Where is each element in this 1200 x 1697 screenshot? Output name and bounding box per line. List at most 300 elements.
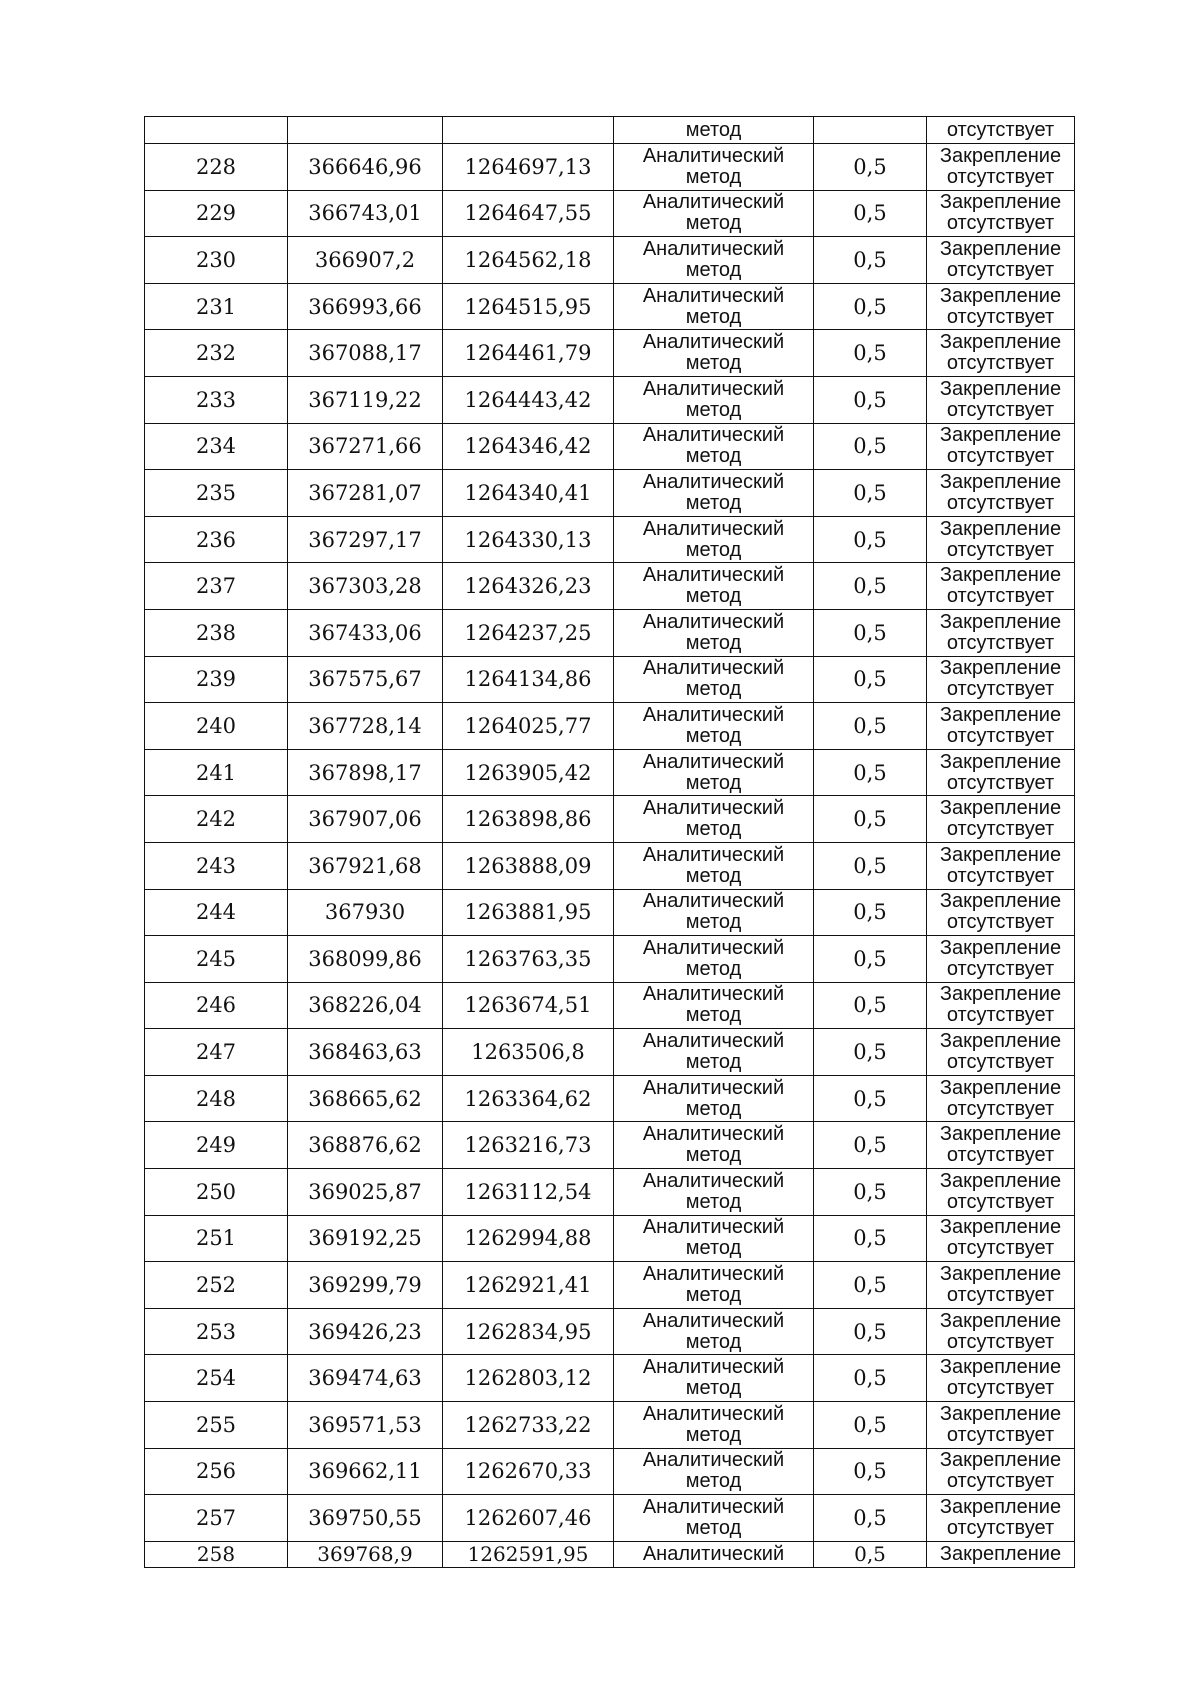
cell-point-number: 229 <box>145 190 288 237</box>
method-line-1: Аналитический <box>642 1449 785 1472</box>
method-line-2: метод <box>685 1517 742 1540</box>
cell-fixation <box>927 330 1075 377</box>
cell-method <box>614 516 814 563</box>
cell-accuracy: 0,5 <box>814 842 927 889</box>
cell-y: 1262994,88 <box>443 1215 614 1262</box>
method-line-2: метод <box>685 1284 742 1307</box>
table-row <box>145 1308 1075 1355</box>
cell-y: 1264346,42 <box>443 423 614 470</box>
table-row <box>145 376 1075 423</box>
method-line-1: Аналитический <box>642 1169 785 1192</box>
table-row <box>145 842 1075 889</box>
cell-point-number: 231 <box>145 283 288 330</box>
fixation-line-2: отсутствует <box>946 818 1055 841</box>
cell-x: 368665,62 <box>288 1075 443 1122</box>
table-row <box>145 749 1075 796</box>
table-row <box>145 1355 1075 1402</box>
cell-fixation <box>927 423 1075 470</box>
cell-accuracy: 0,5 <box>814 1215 927 1262</box>
cell-x: 367281,07 <box>288 470 443 517</box>
cell-y: 1262607,46 <box>443 1495 614 1542</box>
cell-fixation <box>927 936 1075 983</box>
table-row <box>145 563 1075 610</box>
method-line-2: метод <box>685 212 742 235</box>
method-line-2: метод <box>685 398 742 421</box>
cell-x: 366743,01 <box>288 190 443 237</box>
cell-point-number: 254 <box>145 1355 288 1402</box>
cell-fixation <box>927 1169 1075 1216</box>
method-line-2: метод <box>685 818 742 841</box>
cell-x: 369571,53 <box>288 1402 443 1449</box>
fixation-line-1: Закрепление <box>939 983 1062 1006</box>
cell-point-number: 234 <box>145 423 288 470</box>
cell-accuracy: 0,5 <box>814 1029 927 1076</box>
fixation-line-1: Закрепление <box>939 843 1062 866</box>
cell-y: 1264330,13 <box>443 516 614 563</box>
fixation-line-2: отсутствует <box>946 1330 1055 1353</box>
cell-point-number: 244 <box>145 889 288 936</box>
cell-y: 1264461,79 <box>443 330 614 377</box>
cell-x: 367898,17 <box>288 749 443 796</box>
method-line-1: Аналитический <box>642 191 785 214</box>
cell-fixation <box>927 703 1075 750</box>
cell-fixation <box>927 190 1075 237</box>
cell-y: 1263888,09 <box>443 842 614 889</box>
table-row <box>145 1029 1075 1076</box>
cell-method <box>614 376 814 423</box>
method-line-2: метод <box>685 1051 742 1074</box>
fixation-line-2: отсутствует <box>946 1423 1055 1446</box>
cell-x: 367303,28 <box>288 563 443 610</box>
cell-x: 367297,17 <box>288 516 443 563</box>
cell-y: 1263364,62 <box>443 1075 614 1122</box>
cell-y: 1264697,13 <box>443 144 614 191</box>
cell-y: 1263112,54 <box>443 1169 614 1216</box>
cell-fixation <box>927 237 1075 284</box>
fixation-line-1: Закрепление <box>939 424 1062 447</box>
cell-y: 1262921,41 <box>443 1262 614 1309</box>
method-line-2: метод <box>685 165 742 188</box>
fixation-line-1: Закрепление <box>939 750 1062 773</box>
fixation-line-2: отсутствует <box>946 258 1055 281</box>
cell-accuracy: 0,5 <box>814 237 927 284</box>
table-row <box>145 703 1075 750</box>
cell-method: Аналитический <box>614 1541 814 1567</box>
table-row <box>145 1448 1075 1495</box>
cell-y: 1264443,42 <box>443 376 614 423</box>
cell-y: 1263506,8 <box>443 1029 614 1076</box>
cell-x: 367921,68 <box>288 842 443 889</box>
fixation-line-2: отсутствует <box>946 631 1055 654</box>
table-row <box>145 330 1075 377</box>
fixation-line-1: Закрепление <box>939 936 1062 959</box>
cell-method <box>614 237 814 284</box>
fixation-line-2: отсутствует <box>946 445 1055 468</box>
cell-x: 368226,04 <box>288 982 443 1029</box>
cell-method <box>614 144 814 191</box>
cell-method <box>614 1169 814 1216</box>
cell-accuracy: 0,5 <box>814 1495 927 1542</box>
cell-accuracy: 0,5 <box>814 1541 927 1567</box>
cell-accuracy: 0,5 <box>814 470 927 517</box>
cell-method <box>614 1308 814 1355</box>
method-line-2: метод <box>685 864 742 887</box>
fixation-line-1: Закрепление <box>939 1263 1062 1286</box>
fixation-line-2: отсутствует <box>946 1470 1055 1493</box>
table-row <box>145 1262 1075 1309</box>
cell-fixation <box>927 1262 1075 1309</box>
fixation-line-1: Закрепление <box>939 564 1062 587</box>
cell-fixation <box>927 749 1075 796</box>
cell-accuracy: 0,5 <box>814 1075 927 1122</box>
cell-point-number: 242 <box>145 796 288 843</box>
cell-x: 369192,25 <box>288 1215 443 1262</box>
cell-accuracy: 0,5 <box>814 1355 927 1402</box>
cell-fixation <box>927 1029 1075 1076</box>
cell-fixation: отсутствует <box>927 117 1075 144</box>
cell-x: 367930 <box>288 889 443 936</box>
cell-x: 369474,63 <box>288 1355 443 1402</box>
method-line-1: Аналитический <box>642 331 785 354</box>
cell-accuracy: 0,5 <box>814 796 927 843</box>
cell-method <box>614 1355 814 1402</box>
cell-accuracy: 0,5 <box>814 982 927 1029</box>
cell-point-number: 248 <box>145 1075 288 1122</box>
cell-y: 1263898,86 <box>443 796 614 843</box>
fixation-line-1: Закрепление <box>939 703 1062 726</box>
cell-y: 1262733,22 <box>443 1402 614 1449</box>
method-line-2: метод <box>685 1470 742 1493</box>
cell-x: 367575,67 <box>288 656 443 703</box>
cell-y: 1264237,25 <box>443 609 614 656</box>
cell-point-number: 251 <box>145 1215 288 1262</box>
method-line-1: Аналитический <box>642 657 785 680</box>
cell-fixation <box>927 1215 1075 1262</box>
cell-method <box>614 1029 814 1076</box>
cell-method <box>614 470 814 517</box>
method-line-1: Аналитический <box>642 470 785 493</box>
cell-y: 1263905,42 <box>443 749 614 796</box>
method-line-2: метод <box>685 258 742 281</box>
cell-method <box>614 283 814 330</box>
cell-accuracy: 0,5 <box>814 609 927 656</box>
method-line-2: метод <box>685 911 742 934</box>
cell-fixation <box>927 516 1075 563</box>
cell-accuracy: 0,5 <box>814 190 927 237</box>
fixation-line-2: отсутствует <box>946 957 1055 980</box>
fixation-line-1: Закрепление <box>939 1076 1062 1099</box>
method-line-1: Аналитический <box>642 1263 785 1286</box>
table-row <box>145 796 1075 843</box>
fixation-line-2: отсутствует <box>946 585 1055 608</box>
cell-method <box>614 936 814 983</box>
fixation-line-1: Закрепление <box>939 890 1062 913</box>
method-line-2: метод <box>685 678 742 701</box>
cell-accuracy: 0,5 <box>814 144 927 191</box>
method-line-2: метод <box>685 631 742 654</box>
table-row <box>145 609 1075 656</box>
method-line-2: метод <box>685 1190 742 1213</box>
table-row <box>145 237 1075 284</box>
fixation-line-1: Закрепление <box>939 331 1062 354</box>
method-line-1: Аналитический <box>642 377 785 400</box>
fixation-line-1: Закрепление <box>939 1030 1062 1053</box>
cell-method <box>614 1122 814 1169</box>
cell-fixation: Закрепление <box>927 1541 1075 1567</box>
table-row-continued <box>145 117 1075 144</box>
method-line-2: метод <box>685 352 742 375</box>
method-line-1: Аналитический <box>642 1309 785 1332</box>
cell-x: 368876,62 <box>288 1122 443 1169</box>
cell-fixation <box>927 1495 1075 1542</box>
cell-x: 367907,06 <box>288 796 443 843</box>
cell-point-number: 233 <box>145 376 288 423</box>
cell-y: 1264326,23 <box>443 563 614 610</box>
fixation-line-1: Закрепление <box>939 1402 1062 1425</box>
cell-method <box>614 1495 814 1542</box>
table-row <box>145 936 1075 983</box>
cell-method <box>614 982 814 1029</box>
method-line-2: метод <box>685 491 742 514</box>
cell-method <box>614 563 814 610</box>
cell-accuracy: 0,5 <box>814 376 927 423</box>
cell-method <box>614 190 814 237</box>
fixation-line-2: отсутствует <box>946 165 1055 188</box>
cell-accuracy: 0,5 <box>814 703 927 750</box>
fixation-line-2: отсутствует <box>946 491 1055 514</box>
fixation-line-1: Закрепление <box>939 284 1062 307</box>
method-line-2: метод <box>685 445 742 468</box>
fixation-line-2: отсутствует <box>946 1004 1055 1027</box>
cell-point-number: 238 <box>145 609 288 656</box>
cell-y: 1264340,41 <box>443 470 614 517</box>
method-line-1: Аналитический <box>642 1216 785 1239</box>
cell-accuracy: 0,5 <box>814 1402 927 1449</box>
table-row <box>145 656 1075 703</box>
method-line-1: Аналитический <box>642 1030 785 1053</box>
table-row <box>145 1402 1075 1449</box>
method-line-2: метод <box>685 771 742 794</box>
cell-x: 369299,79 <box>288 1262 443 1309</box>
method-line-1: Аналитический <box>642 237 785 260</box>
method-line-1: Аналитический <box>642 1076 785 1099</box>
cell-y: 1263674,51 <box>443 982 614 1029</box>
cell-x: 369025,87 <box>288 1169 443 1216</box>
fixation-line-1: Закрепление <box>939 1169 1062 1192</box>
cell-method <box>614 330 814 377</box>
table-row <box>145 190 1075 237</box>
method-line-1: Аналитический <box>642 890 785 913</box>
fixation-line-1: Закрепление <box>939 144 1062 167</box>
cell-y: 1262670,33 <box>443 1448 614 1495</box>
cell-point-number: 230 <box>145 237 288 284</box>
cell-method <box>614 1448 814 1495</box>
method-line-2: метод <box>685 538 742 561</box>
method-line-2: метод <box>685 957 742 980</box>
cell-y: 1264515,95 <box>443 283 614 330</box>
cell-x <box>288 117 443 144</box>
cell-fixation <box>927 842 1075 889</box>
cell-point-number: 237 <box>145 563 288 610</box>
cell-x: 366993,66 <box>288 283 443 330</box>
fixation-line-2: отсутствует <box>946 724 1055 747</box>
cell-y: 1263216,73 <box>443 1122 614 1169</box>
cell-accuracy: 0,5 <box>814 656 927 703</box>
cell-accuracy: 0,5 <box>814 330 927 377</box>
cell-fixation <box>927 1308 1075 1355</box>
cell-method <box>614 749 814 796</box>
cell-fixation <box>927 1355 1075 1402</box>
cell-x: 369662,11 <box>288 1448 443 1495</box>
fixation-line-2: отсутствует <box>946 771 1055 794</box>
cell-point-number: 243 <box>145 842 288 889</box>
cell-point-number <box>145 117 288 144</box>
fixation-line-2: отсутствует <box>946 1284 1055 1307</box>
fixation-line-2: отсутствует <box>946 1051 1055 1074</box>
cell-method <box>614 703 814 750</box>
method-line-1: Аналитический <box>642 1402 785 1425</box>
cell-y: 1264025,77 <box>443 703 614 750</box>
cell-point-number: 256 <box>145 1448 288 1495</box>
cell-fixation <box>927 376 1075 423</box>
cell-point-number: 246 <box>145 982 288 1029</box>
cell-x: 366907,2 <box>288 237 443 284</box>
method-line-2: метод <box>685 1377 742 1400</box>
cell-y: 1263763,35 <box>443 936 614 983</box>
cell-point-number: 240 <box>145 703 288 750</box>
cell-point-number: 235 <box>145 470 288 517</box>
fixation-line-2: отсутствует <box>946 864 1055 887</box>
fixation-line-1: Закрепление <box>939 377 1062 400</box>
coordinates-table-body <box>145 117 1075 1568</box>
fixation-line-2: отсутствует <box>946 1144 1055 1167</box>
method-line-1: Аналитический <box>642 610 785 633</box>
cell-method <box>614 423 814 470</box>
cell-point-number: 255 <box>145 1402 288 1449</box>
cell-accuracy: 0,5 <box>814 423 927 470</box>
cell-accuracy: 0,5 <box>814 749 927 796</box>
cell-point-number: 252 <box>145 1262 288 1309</box>
cell-accuracy: 0,5 <box>814 1448 927 1495</box>
table-row <box>145 982 1075 1029</box>
cell-fixation <box>927 656 1075 703</box>
cell-y: 1262803,12 <box>443 1355 614 1402</box>
cell-y: 1264647,55 <box>443 190 614 237</box>
method-line-1: Аналитический <box>642 750 785 773</box>
table-row <box>145 1075 1075 1122</box>
cell-fixation <box>927 1122 1075 1169</box>
cell-y: 1264134,86 <box>443 656 614 703</box>
method-line-2: метод <box>685 1237 742 1260</box>
cell-x: 367728,14 <box>288 703 443 750</box>
cell-method <box>614 1402 814 1449</box>
method-line-2: метод <box>685 1144 742 1167</box>
cell-x: 367088,17 <box>288 330 443 377</box>
method-line-1: Аналитический <box>642 1356 785 1379</box>
method-line-1: Аналитический <box>642 564 785 587</box>
cell-fixation <box>927 470 1075 517</box>
cell-y: 1264562,18 <box>443 237 614 284</box>
method-line-2: метод <box>685 1423 742 1446</box>
cell-point-number: 241 <box>145 749 288 796</box>
method-line-2: метод <box>685 1097 742 1120</box>
cell-method <box>614 889 814 936</box>
fixation-line-1: Закрепление <box>939 1496 1062 1519</box>
cell-x: 367119,22 <box>288 376 443 423</box>
fixation-line-2: отсутствует <box>946 212 1055 235</box>
fixation-line-1: Закрепление <box>939 517 1062 540</box>
fixation-line-2: отсутствует <box>946 398 1055 421</box>
method-line-1: Аналитический <box>642 797 785 820</box>
cell-accuracy: 0,5 <box>814 1308 927 1355</box>
cell-x: 369768,9 <box>288 1541 443 1567</box>
cell-x: 367271,66 <box>288 423 443 470</box>
cell-accuracy: 0,5 <box>814 1122 927 1169</box>
cell-point-number: 236 <box>145 516 288 563</box>
table-row <box>145 889 1075 936</box>
cell-fixation <box>927 1448 1075 1495</box>
cell-fixation <box>927 1402 1075 1449</box>
cell-accuracy <box>814 117 927 144</box>
cell-x: 369750,55 <box>288 1495 443 1542</box>
fixation-line-1: Закрепление <box>939 1123 1062 1146</box>
method-line-2: метод <box>685 1330 742 1353</box>
method-line-2: метод <box>685 305 742 328</box>
table-row <box>145 283 1075 330</box>
fixation-line-2: отсутствует <box>946 352 1055 375</box>
cell-fixation <box>927 283 1075 330</box>
fixation-line-2: отсутствует <box>946 1237 1055 1260</box>
fixation-line-2: отсутствует <box>946 1377 1055 1400</box>
table-row <box>145 1169 1075 1216</box>
method-line-1: Аналитический <box>642 284 785 307</box>
cell-y: 1262591,95 <box>443 1541 614 1567</box>
cell-accuracy: 0,5 <box>814 516 927 563</box>
method-line-2: метод <box>685 1004 742 1027</box>
method-line-1: Аналитический <box>642 517 785 540</box>
cell-accuracy: 0,5 <box>814 1169 927 1216</box>
method-line-1: Аналитический <box>642 983 785 1006</box>
cell-y <box>443 117 614 144</box>
table-row <box>145 470 1075 517</box>
fixation-line-2: отсутствует <box>946 305 1055 328</box>
fixation-line-1: Закрепление <box>939 1309 1062 1332</box>
cell-accuracy: 0,5 <box>814 1262 927 1309</box>
cell-x: 369426,23 <box>288 1308 443 1355</box>
cell-fixation <box>927 609 1075 656</box>
cell-x: 367433,06 <box>288 609 443 656</box>
cell-fixation <box>927 889 1075 936</box>
fixation-line-2: отсутствует <box>946 1097 1055 1120</box>
cell-point-number: 239 <box>145 656 288 703</box>
cell-point-number: 257 <box>145 1495 288 1542</box>
cell-method <box>614 656 814 703</box>
fixation-line-1: Закрепление <box>939 657 1062 680</box>
cell-method <box>614 842 814 889</box>
cell-method <box>614 609 814 656</box>
table-row <box>145 423 1075 470</box>
table-row <box>145 1215 1075 1262</box>
method-line-1: Аналитический <box>642 936 785 959</box>
method-line-2: метод <box>685 724 742 747</box>
fixation-line-2: отсутствует <box>946 911 1055 934</box>
cell-point-number: 245 <box>145 936 288 983</box>
cell-point-number: 249 <box>145 1122 288 1169</box>
coordinates-table <box>144 116 1075 1568</box>
fixation-line-2: отсутствует <box>946 538 1055 561</box>
method-line-1: Аналитический <box>642 144 785 167</box>
method-line-1: Аналитический <box>642 843 785 866</box>
